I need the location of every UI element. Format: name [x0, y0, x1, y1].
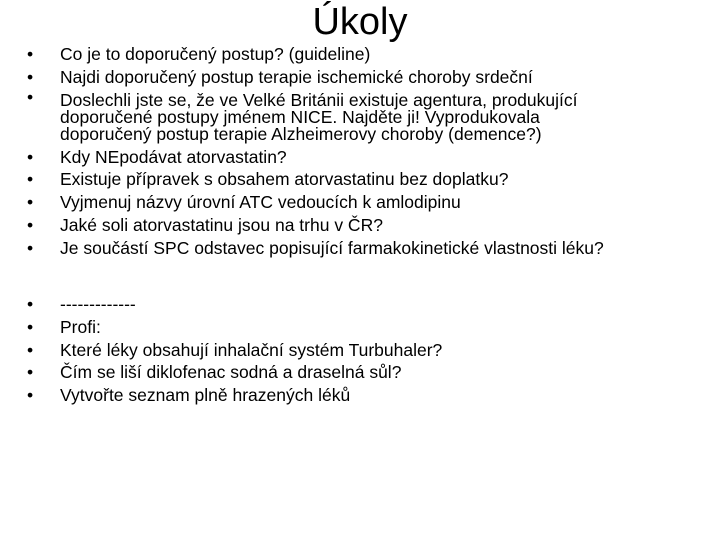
task-item-ischemic-guideline — [24, 66, 704, 89]
task-text: Čím se liší diklofenac sodná a draselná sůl? — [60, 362, 402, 383]
task-text-line: doporučený postup terapie Alzheimerovy choroby (demence?) — [60, 123, 542, 144]
task-list-primary — [24, 43, 704, 260]
task-text: Najdi doporučený postup terapie ischemické choroby srdeční — [60, 66, 533, 87]
bullet-icon: • — [27, 146, 34, 167]
bullet-icon: • — [27, 169, 34, 190]
task-text: Jaké soli atorvastatinu jsou na trhu v ČR? — [60, 214, 383, 235]
task-text: Vyjmenuj názvy úrovní ATC vedoucích k amlodipinu — [60, 192, 461, 213]
bullet-icon: • — [27, 362, 34, 383]
bullet-icon: • — [27, 385, 34, 406]
task-item-guideline — [24, 43, 704, 66]
task-item-turbuhaler — [24, 339, 704, 362]
task-item-profi-heading — [24, 316, 704, 339]
task-text: ------------- — [60, 294, 136, 314]
bullet-icon: • — [27, 192, 34, 213]
task-list-secondary — [24, 293, 704, 407]
task-item-atc-levels — [24, 191, 704, 214]
task-text: Kdy NEpodávat atorvastatin? — [60, 146, 287, 167]
task-text: Existuje přípravek s obsahem atorvastatinu bez doplatku? — [60, 169, 509, 190]
task-item-spc-pharmacokinetics — [24, 237, 704, 260]
bullet-icon: • — [27, 316, 34, 337]
bullet-icon: • — [27, 294, 34, 314]
bullet-icon: • — [27, 66, 34, 87]
bullet-icon: • — [27, 237, 34, 258]
task-item-no-copay — [24, 168, 704, 191]
bullet-icon: • — [27, 44, 34, 64]
slide-title: Úkoly — [312, 1, 408, 43]
task-item-fully-covered-list — [24, 384, 704, 407]
bullet-icon: • — [27, 214, 34, 235]
task-text: Profi: — [60, 316, 101, 337]
task-item-atorvastatin-contraindication — [24, 146, 704, 169]
task-text: Které léky obsahují inhalační systém Turbuhaler? — [60, 339, 443, 360]
task-text-line: doporučené postupy jménem NICE. Najděte ji! Vyprodukovala — [60, 106, 540, 127]
bullet-icon: • — [27, 86, 34, 107]
task-item-nice — [24, 86, 704, 146]
task-text: Je součástí SPC odstavec popisující farmakokinetické vlastnosti léku? — [60, 237, 604, 258]
task-text — [60, 89, 704, 144]
task-item-divider — [24, 293, 704, 316]
task-item-atorvastatin-salts — [24, 214, 704, 237]
task-text: Co je to doporučený postup? (guideline) — [60, 44, 371, 64]
task-text: Vytvořte seznam plně hrazených léků — [60, 385, 351, 406]
bullet-icon: • — [27, 339, 34, 360]
task-text-line: Doslechli jste se, že ve Velké Británii existuje agentura, produkující — [60, 89, 578, 110]
task-item-diclofenac-salts — [24, 361, 704, 384]
